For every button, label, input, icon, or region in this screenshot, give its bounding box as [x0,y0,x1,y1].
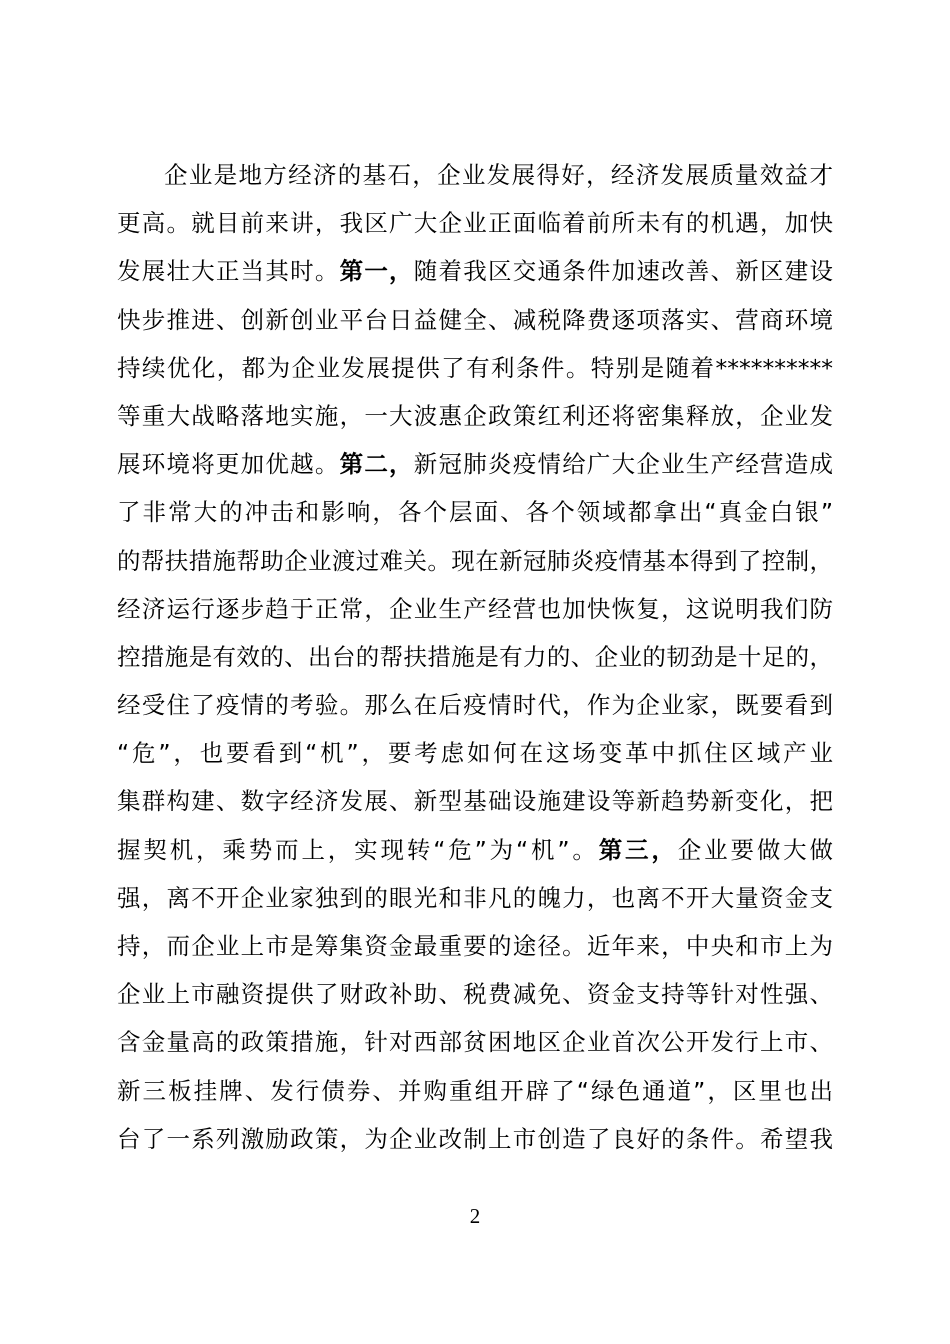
text-line [117,826,833,874]
text-run: 企业是地方经济的基石，企业发展得好，经济发展质量效益才 [164,161,833,189]
text-line [117,1018,833,1066]
text-line [117,537,833,585]
text-run: 了非常大的冲击和影响，各个层面、各个领域都拿出“真金白银” [117,498,833,527]
text-line [117,247,833,295]
text-run: 经济运行逐步趋于正常，企业生产经营也加快恢复，这说明我们防 [117,594,833,623]
text-run: 握契机，乘势而上，实现转“危”为“机”。 [117,835,599,864]
text-run: 台了一系列激励政策，为企业改制上市创造了良好的条件。希望我 [117,1124,833,1153]
text-run: 展环境将更加优越。 [117,450,340,479]
text-line [117,151,833,199]
text-line [117,296,833,344]
text-line [117,1115,833,1163]
text-run: 更高。就目前来讲，我区广大企业正面临着前所未有的机遇，加快 [117,209,833,238]
text-run: 随着我区交通条件加速改善、新区建设 [413,257,833,286]
text-run: 等重大战略落地实施，一大波惠企政策红利还将密集释放，企业发 [117,401,833,430]
text-run: “危”，也要看到“机”，要考虑如何在这场变革中抓住区域产业 [117,739,833,768]
text-line [117,440,833,488]
page-number: 2 [469,1204,481,1228]
text-line [117,729,833,777]
text-line [117,874,833,922]
text-line [117,681,833,729]
bold-ordinal: 第二， [339,450,414,479]
text-line [117,488,833,536]
text-run: 经受住了疫情的考验。那么在后疫情时代，作为企业家，既要看到 [117,691,833,720]
text-run: 持续优化，都为企业发展提供了有利条件。特别是随着********** [117,353,833,382]
text-run: 的帮扶措施帮助企业渡过难关。现在新冠肺炎疫情基本得到了控制， [117,546,833,575]
text-run: 新三板挂牌、发行债券、并购重组开辟了“绿色通道”，区里也出 [117,1076,833,1105]
text-run: 发展壮大正当其时。 [117,257,340,286]
text-line [117,777,833,825]
text-line [117,199,833,247]
text-line [117,970,833,1018]
text-run: 企业上市融资提供了财政补助、税费减免、资金支持等针对性强、 [117,980,833,1009]
text-run: 控措施是有效的、出台的帮扶措施是有力的、企业的韧劲是十足的， [117,642,833,671]
bold-ordinal: 第三， [598,835,678,864]
text-run: 强，离不开企业家独到的眼光和非凡的魄力，也离不开大量资金支 [117,883,833,912]
text-run: 含金量高的政策措施，针对西部贫困地区企业首次公开发行上市、 [117,1028,833,1057]
text-line [117,922,833,970]
text-run: 快步推进、创新创业平台日益健全、减税降费逐项落实、营商环境 [117,305,833,334]
bold-ordinal: 第一， [339,257,414,286]
text-run: 新冠肺炎疫情给广大企业生产经营造成 [413,450,833,479]
text-run: 持，而企业上市是筹集资金最重要的途径。近年来，中央和市上为 [117,932,833,960]
text-run: 集群构建、数字经济发展、新型基础设施建设等新趋势新变化，把 [117,787,833,816]
text-line [117,1067,833,1115]
text-line [117,344,833,392]
text-run: 企业要做大做 [677,835,833,864]
body-paragraph [117,151,833,1163]
text-line [117,633,833,681]
text-line [117,585,833,633]
text-line [117,392,833,440]
